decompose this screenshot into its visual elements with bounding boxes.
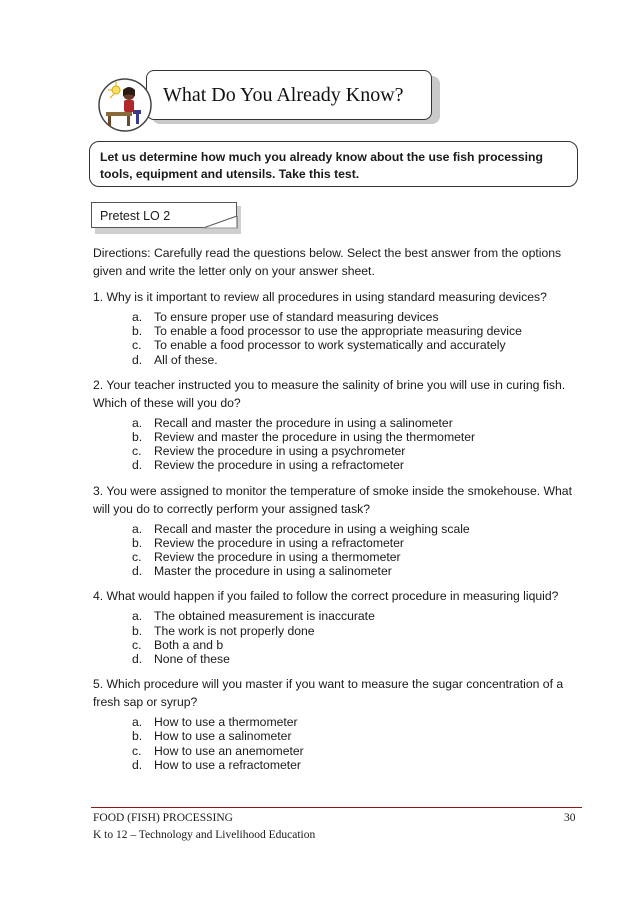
option-item xyxy=(132,430,585,444)
footer-program: K to 12 – Technology and Livelihood Education xyxy=(93,829,316,841)
option-letter: d. xyxy=(132,757,143,772)
question-text: 5. Which procedure will you master if you want to measure the sugar concentration of a fresh sap or syrup? xyxy=(93,677,564,710)
option-letter: c. xyxy=(132,550,142,565)
option-item xyxy=(132,338,585,352)
option-item xyxy=(132,353,585,367)
directions-text: Directions: Carefully read the questions below. Select the best answer from the options given and write the letter only on your answer sheet. xyxy=(93,246,562,278)
question-list xyxy=(93,288,585,772)
option-text: How to use a refractometer xyxy=(154,757,301,772)
option-item xyxy=(132,758,585,772)
option-letter: d. xyxy=(132,564,143,579)
option-item xyxy=(132,550,585,564)
option-item xyxy=(132,324,585,338)
pretest-tag xyxy=(91,202,243,236)
option-text: To ensure proper use of standard measuring devices xyxy=(154,310,439,324)
option-letter: b. xyxy=(132,729,143,744)
option-item xyxy=(132,416,585,430)
option-letter: b. xyxy=(132,430,143,445)
option-list xyxy=(93,522,585,579)
option-text: None of these xyxy=(154,652,230,667)
option-letter: c. xyxy=(132,444,142,459)
option-item xyxy=(132,444,585,458)
option-letter: d. xyxy=(132,352,143,367)
option-text: How to use a salinometer xyxy=(154,729,292,744)
question-text: 2. Your teacher instructed you to measure the salinity of brine you will use in curing fish. Which of these will you do? xyxy=(93,377,566,410)
option-letter: a. xyxy=(132,415,143,430)
option-text: Review and master the procedure in using the thermometer xyxy=(154,430,476,445)
intro-callout xyxy=(89,141,578,187)
option-letter: a. xyxy=(132,521,143,536)
option-text: To enable a food processor to use the appropriate measuring device xyxy=(154,324,522,339)
footer-rule xyxy=(91,807,582,808)
option-item xyxy=(132,744,585,758)
option-item xyxy=(132,652,585,666)
page-title: What Do You Already Know? xyxy=(163,83,404,106)
intro-text: Let us determine how much you already know about the use fish processing tools, equipment and utensils. Take this test. xyxy=(100,150,543,181)
option-item xyxy=(132,609,585,623)
option-letter: d. xyxy=(132,652,143,667)
option-letter: b. xyxy=(132,535,143,550)
option-item xyxy=(132,624,585,638)
option-letter: a. xyxy=(132,310,143,324)
option-letter: d. xyxy=(132,458,143,473)
pretest-content xyxy=(93,244,585,781)
option-text: Review the procedure in using a refractometer xyxy=(154,535,404,550)
option-letter: c. xyxy=(132,637,142,652)
footer-subject: FOOD (FISH) PROCESSING xyxy=(93,812,233,824)
pretest-label: Pretest LO 2 xyxy=(100,209,171,223)
banner-box xyxy=(146,70,432,120)
option-list xyxy=(93,416,585,473)
option-text: Master the procedure in using a salinometer xyxy=(154,564,392,579)
option-text: Review the procedure in using a refractometer xyxy=(154,458,404,473)
section-banner xyxy=(96,70,442,132)
folded-corner-icon xyxy=(203,216,239,230)
option-text: Review the procedure in using a thermometer xyxy=(154,550,401,565)
option-item xyxy=(132,638,585,652)
option-text: Recall and master the procedure in using a weighing scale xyxy=(154,521,470,536)
option-list xyxy=(93,609,585,666)
option-item xyxy=(132,564,585,578)
option-item xyxy=(132,458,585,472)
option-text: The obtained measurement is inaccurate xyxy=(154,609,375,624)
option-text: How to use an anemometer xyxy=(154,743,304,758)
option-item xyxy=(132,729,585,743)
page-number: 30 xyxy=(564,812,576,824)
option-letter: a. xyxy=(132,715,143,730)
option-text: The work is not properly done xyxy=(154,623,315,638)
question-text: 1. Why is it important to review all procedures in using standard measuring devices? xyxy=(93,290,547,304)
option-item xyxy=(132,522,585,536)
option-item xyxy=(132,715,585,729)
option-letter: a. xyxy=(132,609,143,624)
option-list xyxy=(93,715,585,772)
option-text: Both a and b xyxy=(154,637,224,652)
option-text: To enable a food processor to work systematically and accurately xyxy=(154,338,506,353)
option-text: Review the procedure in using a psychrometer xyxy=(154,444,406,459)
question-text: 4. What would happen if you failed to follow the correct procedure in measuring liquid? xyxy=(93,589,559,604)
option-letter: c. xyxy=(132,743,142,758)
option-letter: c. xyxy=(132,338,142,353)
question-text: 3. You were assigned to monitor the temperature of smoke inside the smokehouse. What will you do to correctly perform your assigned task? xyxy=(93,483,572,516)
option-text: Recall and master the procedure in using a salinometer xyxy=(154,415,453,430)
option-item xyxy=(132,536,585,550)
option-text: All of these. xyxy=(154,352,218,367)
thinking-student-icon xyxy=(96,76,154,134)
option-letter: b. xyxy=(132,324,143,339)
option-item xyxy=(132,310,585,324)
option-list xyxy=(93,310,585,367)
option-text: How to use a thermometer xyxy=(154,715,298,730)
option-letter: b. xyxy=(132,623,143,638)
